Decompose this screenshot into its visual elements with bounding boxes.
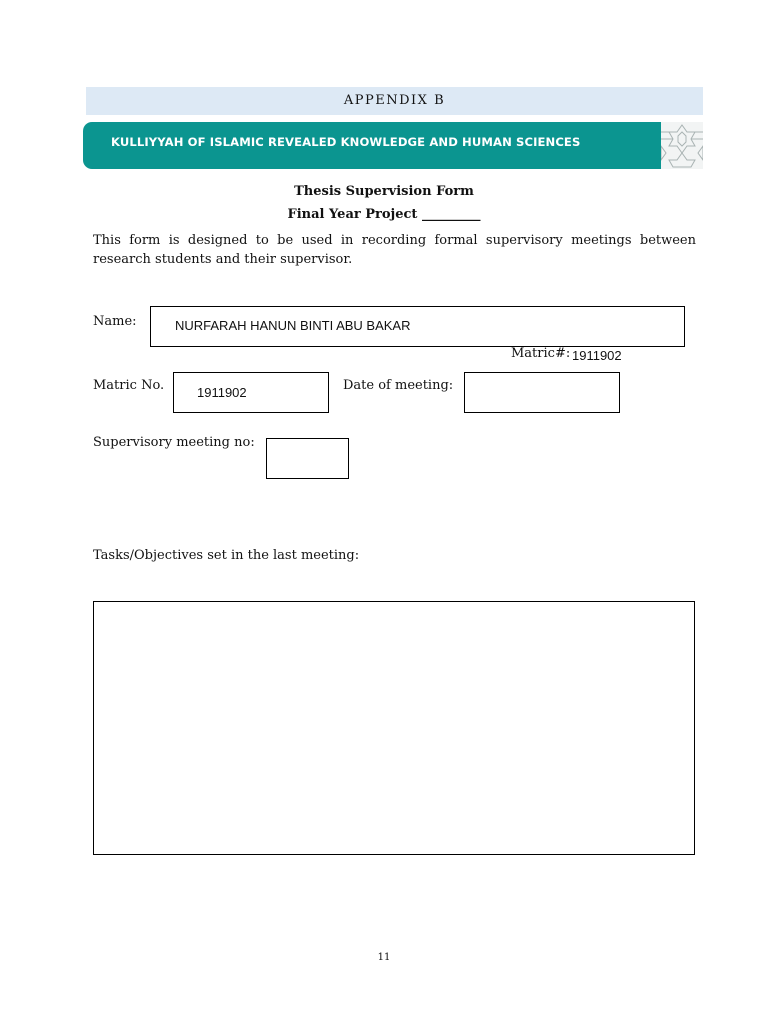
- matric-no-value: 1911902: [197, 385, 247, 400]
- appendix-heading: APPENDIX B: [86, 87, 703, 115]
- faculty-name: KULLIYYAH OF ISLAMIC REVEALED KNOWLEDGE AND HUMAN SCIENCES: [111, 135, 581, 149]
- name-label: Name:: [93, 314, 137, 329]
- form-title: Thesis Supervision Form: [294, 184, 474, 199]
- geometric-pattern-icon: [661, 122, 703, 169]
- date-label: Date of meeting:: [343, 378, 454, 393]
- matric-hash-label: Matric#:: [511, 346, 571, 361]
- matric-hash-value: 1911902: [572, 348, 622, 363]
- matric-no-field[interactable]: [173, 372, 329, 413]
- geometric-pattern-svg: [661, 122, 703, 169]
- faculty-banner: [83, 122, 703, 169]
- form-subtitle: Final Year Project _________: [287, 207, 481, 222]
- meeting-no-label: Supervisory meeting no:: [93, 435, 255, 450]
- form-intro: This form is designed to be used in recording formal supervisory meetings between research students and their supervisor.: [93, 233, 696, 267]
- name-field[interactable]: [150, 306, 685, 347]
- tasks-label: Tasks/Objectives set in the last meeting:: [93, 548, 360, 563]
- name-value: NURFARAH HANUN BINTI ABU BAKAR: [175, 318, 411, 333]
- date-field[interactable]: [464, 372, 620, 413]
- meeting-no-field[interactable]: [266, 438, 349, 479]
- tasks-field[interactable]: [93, 601, 695, 855]
- page-number: 11: [377, 952, 391, 963]
- matric-no-label: Matric No.: [93, 378, 165, 393]
